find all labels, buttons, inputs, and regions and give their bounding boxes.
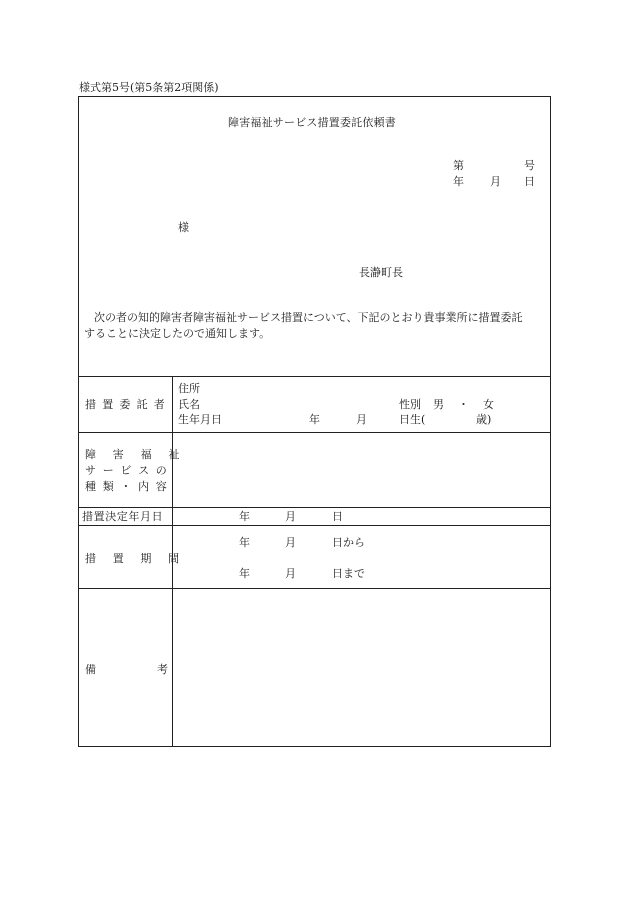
addressee-sama: 様 [178, 221, 189, 234]
period-start-month: 月 [285, 536, 296, 549]
divider-header [79, 376, 550, 377]
divider-service [79, 507, 550, 508]
label-entrustee [85, 398, 171, 411]
entrustee-birth-month: 月 [356, 413, 367, 426]
decision-date-day: 日 [332, 510, 343, 523]
entrustee-address-label: 住所 [178, 382, 200, 395]
label-period: 措置期間 [85, 552, 196, 565]
label-service-line-3: 種類・内容 [85, 480, 174, 493]
form-title: 障害福祉サービス措置委託依頼書 [228, 116, 396, 129]
entrustee-name-label: 氏名 [178, 398, 200, 411]
notice-line-1: 次の者の知的障害者障害福祉サービス措置について、下記のとおり貴事業所に措置委託 [94, 311, 523, 324]
label-remarks-a: 備 [85, 663, 96, 676]
period-end-to: 日まで [332, 567, 365, 580]
notice-line-2: することに決定したので通知します。 [84, 327, 271, 340]
entrustee-birth-label: 生年月日 [178, 413, 222, 426]
decision-date-month: 月 [285, 510, 296, 523]
issue-date-day: 日 [524, 175, 535, 188]
entrustee-birth-day: 日生( [399, 413, 426, 426]
period-start-year: 年 [239, 536, 250, 549]
doc-number-dai: 第 [453, 159, 464, 172]
issue-date-month: 月 [490, 175, 501, 188]
label-entrustee-text: 措置委託者 [85, 398, 171, 411]
doc-number-go: 号 [524, 159, 535, 172]
divider-decision [79, 525, 550, 526]
entrustee-age: 歳) [476, 413, 492, 426]
period-start-from: 日から [332, 536, 365, 549]
issue-date-year: 年 [453, 175, 464, 188]
decision-date-year: 年 [239, 510, 250, 523]
label-remarks-b: 考 [157, 663, 168, 676]
entrustee-gender-male[interactable]: 男 [433, 398, 444, 411]
divider-entrustee [79, 432, 550, 433]
form-reference: 様式第5号(第5条第2項関係) [79, 81, 219, 94]
divider-period [79, 588, 550, 589]
entrustee-birth-year: 年 [309, 413, 320, 426]
sender-name: 長瀞町長 [359, 266, 403, 279]
label-service-line-2: サービスの [85, 464, 174, 477]
entrustee-gender-label: 性別 [399, 398, 421, 411]
label-decision-date: 措置決定年月日 [82, 510, 164, 523]
entrustee-gender-female[interactable]: 女 [483, 398, 494, 411]
period-end-month: 月 [285, 567, 296, 580]
label-service-line-1: 障害福祉 [85, 448, 197, 461]
entrustee-gender-dot: ・ [458, 398, 469, 411]
period-end-year: 年 [239, 567, 250, 580]
